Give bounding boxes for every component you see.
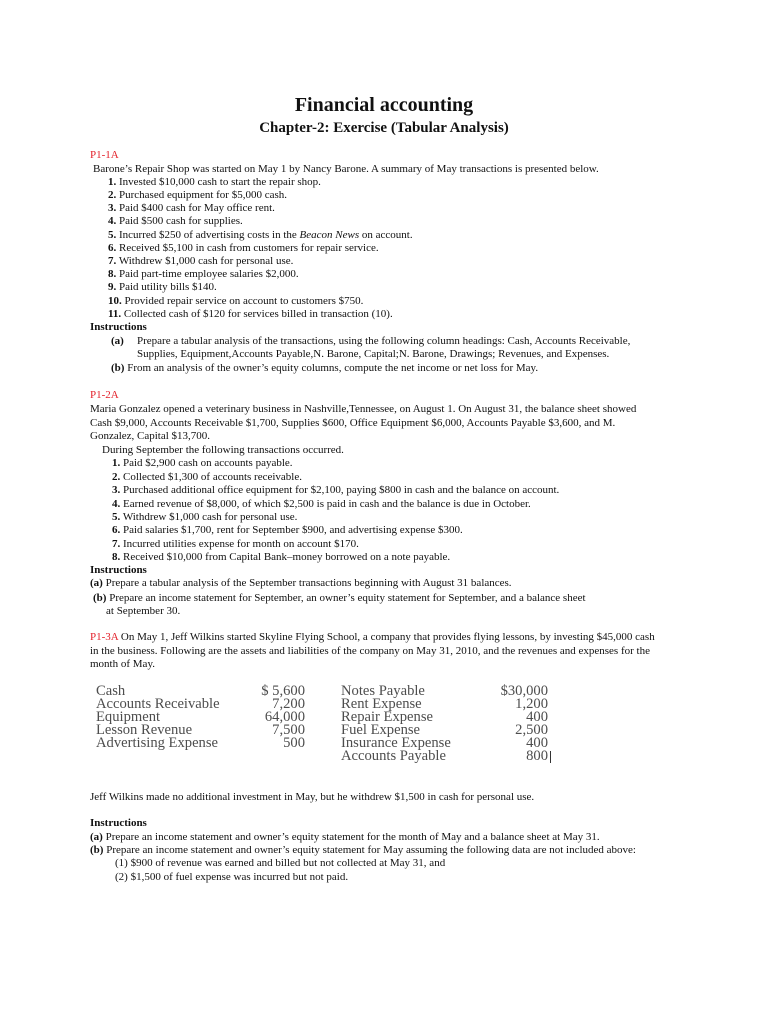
account-name: Insurance Expense	[341, 735, 451, 751]
list-item	[108, 188, 287, 202]
instruction-marker: (b)	[93, 592, 107, 604]
item-number: 1.	[112, 457, 121, 469]
account-amount: $30,000	[500, 683, 548, 699]
problem-intro-line: Cash $9,000, Accounts Receivable $1,700, Supplies $600, Office Equipment $6,000, Accounts Payable $3,600, and M.	[90, 417, 616, 429]
problem-label: P1-2A	[90, 389, 119, 401]
item-number: 8.	[112, 551, 121, 563]
list-item	[112, 523, 463, 537]
item-text: Purchased equipment for $5,000 cash.	[119, 189, 288, 201]
instruction-text: Prepare an income statement and owner’s equity statement for the month of May and a balance sheet at May 31.	[105, 831, 600, 843]
item-number: 10.	[108, 295, 122, 307]
problem-intro-text: On May 1, Jeff Wilkins started Skyline Flying School, a company that provides flying lessons, by investing $45,000 cash	[120, 631, 655, 643]
item-number: 9.	[108, 281, 117, 293]
list-item	[108, 175, 321, 189]
text-cursor	[550, 751, 551, 763]
document-title: Financial accounting	[294, 94, 474, 116]
item-number: 7.	[108, 255, 117, 267]
item-number: 3.	[112, 484, 121, 496]
list-item	[108, 280, 217, 294]
item-text: Collected $1,300 of accounts receivable.	[123, 471, 302, 483]
item-number: 4.	[108, 215, 117, 227]
account-amount: $ 5,600	[261, 683, 305, 699]
instruction-item	[111, 361, 538, 375]
instruction-item	[90, 830, 600, 844]
item-text: Earned revenue of $8,000, of which $2,500 is paid in cash and the balance is due in October.	[123, 498, 531, 510]
item-text: Paid $2,900 cash on accounts payable.	[123, 457, 293, 469]
problem-note: Jeff Wilkins made no additional investment in May, but he withdrew $1,500 in cash for personal use.	[90, 791, 535, 803]
item-text: Incurred utilities expense for month on account $170.	[123, 538, 359, 550]
account-name: Rent Expense	[341, 696, 422, 712]
account-name: Fuel Expense	[341, 722, 421, 738]
instruction-marker: (a)	[90, 831, 103, 843]
item-text: Received $5,100 in cash from customers for repair service.	[119, 242, 379, 254]
list-item	[112, 483, 559, 497]
instruction-text: From an analysis of the owner’s equity columns, compute the net income or net loss for May.	[127, 362, 539, 374]
account-amount: 400	[526, 709, 548, 725]
item-text: Collected cash of $120 for services billed in transaction (10).	[123, 308, 393, 320]
account-name: Accounts Payable	[341, 748, 446, 764]
item-text: Withdrew $1,000 cash for personal use.	[118, 255, 294, 267]
item-text: Withdrew $1,000 cash for personal use.	[122, 511, 298, 523]
item-number: 5.	[108, 229, 117, 241]
account-name: Notes Payable	[341, 683, 425, 699]
account-amount: 7,200	[272, 696, 305, 712]
sub-item: (1) $900 of revenue was earned and billed but not collected at May 31, and	[115, 857, 446, 869]
problem-lead: During September the following transactions occurred.	[102, 444, 344, 456]
list-item	[108, 254, 293, 268]
item-text: Paid salaries $1,700, rent for September $900, and advertising expense $300.	[123, 524, 463, 536]
instructions-heading	[90, 320, 147, 334]
instructions-label: Instructions	[90, 564, 147, 576]
list-item	[112, 510, 297, 524]
item-number: 11.	[108, 308, 122, 320]
account-name: Repair Expense	[341, 709, 433, 725]
account-name: Accounts Receivable	[96, 696, 220, 712]
account-amount: 800	[526, 748, 548, 764]
account-amount: 7,500	[272, 722, 305, 738]
item-text: Paid $400 cash for May office rent.	[119, 202, 275, 214]
account-amount: 500	[283, 735, 305, 751]
list-item	[112, 470, 302, 484]
instruction-item	[90, 576, 512, 590]
instructions-label: Instructions	[90, 817, 147, 829]
item-text: Paid $500 cash for supplies.	[119, 215, 243, 227]
item-text: Incurred $250 of advertising costs in the	[119, 229, 300, 241]
item-number: 3.	[108, 202, 117, 214]
instructions-heading	[90, 563, 147, 577]
document-subtitle: Chapter-2: Exercise (Tabular Analysis)	[259, 120, 509, 136]
instruction-marker-text: (a)	[111, 335, 124, 347]
item-text: Paid utility bills $140.	[119, 281, 217, 293]
list-item	[108, 241, 379, 255]
instruction-text: Prepare an income statement for September, an owner’s equity statement for September, and a balance sheet	[109, 592, 586, 604]
problem-intro: Barone’s Repair Shop was started on May 1 by Nancy Barone. A summary of May transactions is presented below.	[93, 163, 599, 175]
item-text: Paid part-time employee salaries $2,000.	[119, 268, 299, 280]
instruction-text: Prepare a tabular analysis of the transactions, using the following column headings: Cash, Accounts Receivable,	[137, 335, 631, 347]
sub-item: (2) $1,500 of fuel expense was incurred but not paid.	[115, 871, 349, 883]
instruction-text: Prepare an income statement and owner’s equity statement for May assuming the following data are not included above:	[106, 844, 636, 856]
instruction-marker	[111, 334, 124, 348]
problem-intro-line	[90, 630, 655, 644]
item-text: Provided repair service on account to customers $750.	[124, 295, 364, 307]
problem-intro-line: Gonzalez, Capital $13,700.	[90, 430, 211, 442]
instruction-item	[93, 591, 586, 605]
item-number: 2.	[112, 471, 121, 483]
instruction-text: at September 30.	[106, 605, 181, 617]
list-item	[108, 267, 299, 281]
instruction-marker: (b)	[111, 362, 125, 374]
account-name: Cash	[96, 683, 126, 699]
list-item	[108, 201, 275, 215]
problem-label: P1-3A	[90, 631, 119, 643]
item-text: Received $10,000 from Capital Bank–money borrowed on a note payable.	[123, 551, 451, 563]
item-text-after: on account.	[359, 229, 413, 241]
item-number: 6.	[112, 524, 121, 536]
list-item	[108, 307, 393, 321]
account-amount: 2,500	[515, 722, 548, 738]
list-item	[108, 294, 363, 308]
instructions-label: Instructions	[90, 321, 147, 333]
item-number: 8.	[108, 268, 117, 280]
instruction-marker: (a)	[90, 577, 103, 589]
account-amount: 1,200	[515, 696, 548, 712]
list-item	[108, 214, 243, 228]
account-name: Advertising Expense	[96, 735, 218, 751]
problem-intro-line: in the business. Following are the assets and liabilities of the company on May 31, 2010, and the revenues and expenses for the	[90, 645, 650, 657]
problem-intro-line: Maria Gonzalez opened a veterinary business in Nashville,Tennessee, on August 1. On August 31, the balance sheet showed	[90, 403, 637, 415]
list-item	[112, 537, 359, 551]
instruction-item	[90, 843, 636, 857]
account-amount: 64,000	[264, 709, 305, 725]
instruction-text: Prepare a tabular analysis of the September transactions beginning with August 31 balances.	[105, 577, 512, 589]
item-number: 7.	[112, 538, 121, 550]
list-item	[112, 456, 293, 470]
item-italic-text: Beacon News	[299, 229, 360, 241]
item-number: 6.	[108, 242, 117, 254]
item-number: 1.	[108, 176, 117, 188]
instructions-heading	[90, 816, 147, 830]
problem-intro-line: month of May.	[90, 658, 155, 670]
problem-label: P1-1A	[90, 149, 119, 161]
item-text: Purchased additional office equipment for $2,100, paying $800 in cash and the balance on account.	[123, 484, 560, 496]
list-item	[112, 497, 531, 511]
instruction-text: Supplies, Equipment,Accounts Payable,N. Barone, Capital;N. Barone, Drawings; Revenues, and Expenses.	[137, 348, 610, 360]
list-item	[108, 228, 413, 242]
instruction-marker: (b)	[90, 844, 104, 856]
account-amount: 400	[526, 735, 548, 751]
list-item	[112, 550, 450, 564]
account-name: Equipment	[96, 709, 161, 725]
item-number: 4.	[112, 498, 121, 510]
item-number: 2.	[108, 189, 117, 201]
item-number: 5.	[112, 511, 121, 523]
account-name: Lesson Revenue	[96, 722, 193, 738]
item-text: Invested $10,000 cash to start the repair shop.	[119, 176, 321, 188]
